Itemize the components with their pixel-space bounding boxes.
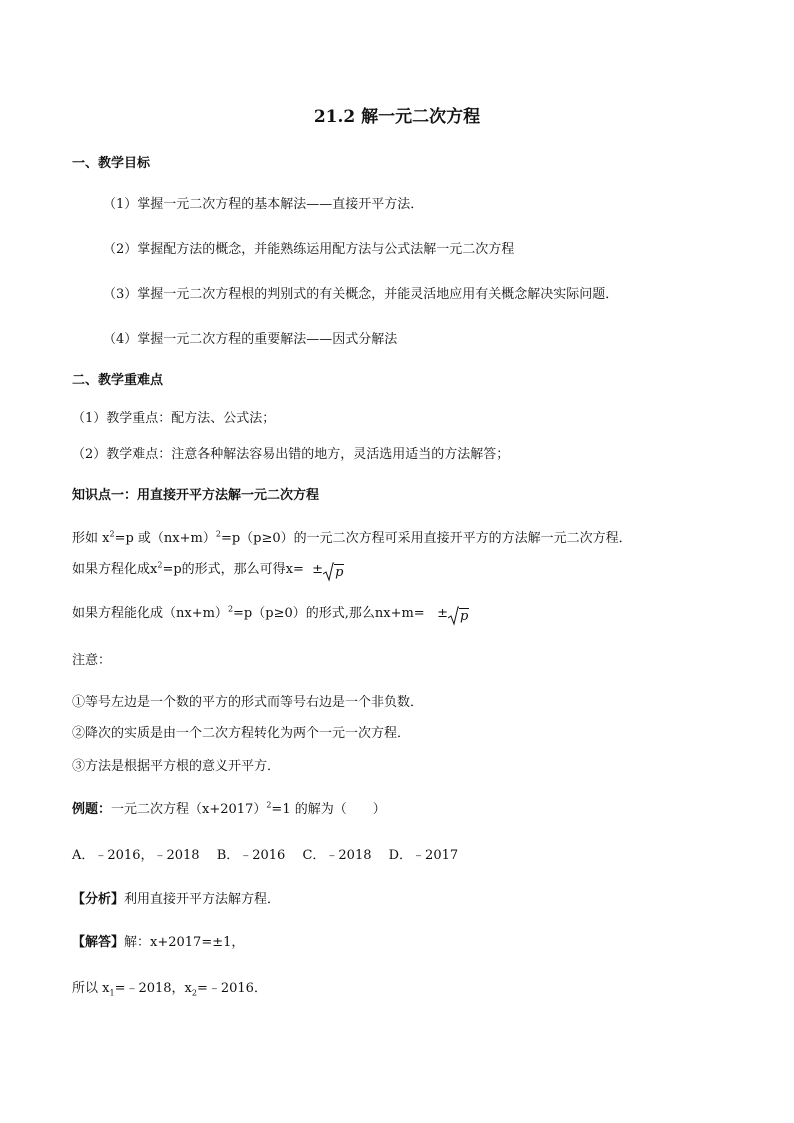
radical-sign-icon: [448, 606, 459, 626]
objective-item-3: （3）掌握一元二次方程根的判别式的有关概念，并能灵活地应用有关概念解决实际问题．: [103, 287, 619, 302]
plus-minus: ±: [312, 562, 324, 577]
text-segment: 形如 x: [72, 531, 110, 546]
text-segment: =1 的解为（ ）: [271, 802, 386, 817]
subscript: 1: [109, 988, 115, 998]
text-segment: 所以 x: [72, 981, 110, 996]
example-question: [72, 801, 386, 819]
exponent: 2: [227, 604, 234, 614]
key-point-item-1: （1）教学重点：配方法、公式法；: [72, 411, 276, 426]
analysis-label: 【分析】: [72, 892, 125, 907]
radicand: p: [335, 565, 344, 580]
example-options: A．﹣2016，﹣2018 B．﹣2016 C．﹣2018 D．﹣2017: [72, 848, 459, 863]
page-title: 21.2 解一元二次方程: [313, 107, 481, 127]
text-segment: =p（p≥0）的形式,那么nx+m=: [233, 606, 425, 621]
example-label: 例题：: [72, 802, 112, 817]
example-answer: [72, 934, 244, 952]
exponent: 2: [157, 560, 163, 570]
section-heading-key-points: 二、教学重难点: [72, 373, 164, 388]
exponent: 2: [215, 529, 221, 539]
objective-item-2: （2）掌握配方法的概念，并能熟练运用配方法与公式法解一元二次方程: [103, 242, 515, 257]
key-point-item-2: （2）教学难点：注意各种解法容易出错的地方，灵活选用适当的方法解答；: [72, 447, 510, 462]
knowledge-point-line-3: [72, 605, 469, 626]
text-segment: 一元二次方程（x+2017）: [111, 802, 267, 817]
answer-text: 解：x+2017=±1，: [124, 935, 245, 950]
text-segment: =p 或（nx+m）: [114, 531, 216, 546]
objective-item-4: （4）掌握一元二次方程的重要解法——因式分解法: [103, 332, 398, 347]
objective-item-1: （1）掌握一元二次方程的基本解法——直接开平方法．: [103, 197, 424, 212]
example-analysis: [72, 891, 280, 909]
sqrt-expression: [448, 606, 469, 626]
knowledge-point-line-2: [72, 561, 344, 582]
section-heading-objectives: 一、教学目标: [72, 156, 151, 171]
radicand: p: [460, 609, 469, 624]
text-segment: =﹣2016．: [196, 981, 267, 996]
note-heading: 注意：: [72, 653, 112, 668]
text-segment: 如果方程化成x: [72, 562, 158, 577]
text-segment: =p的形式，那么可得x=: [162, 562, 304, 577]
knowledge-point-line-1: [72, 530, 632, 548]
knowledge-point-heading: 知识点一：用直接开平方法解一元二次方程: [72, 488, 320, 503]
text-segment: =﹣2018，x: [114, 981, 192, 996]
text-segment: =p（p≥0）的一元二次方程可采用直接开平方的方法解一元二次方程．: [220, 531, 632, 546]
exponent: 2: [109, 529, 115, 539]
text-segment: 如果方程能化成（nx+m）: [72, 606, 228, 621]
note-item-2: ②降次的实质是由一个二次方程转化为两个一元一次方程．: [72, 726, 411, 741]
example-final-answer: [72, 980, 267, 998]
radical-sign-icon: [323, 562, 334, 582]
sqrt-expression: [323, 562, 344, 582]
note-item-3: ③方法是根据平方根的意义开平方．: [72, 759, 281, 774]
analysis-text: 利用直接开平方法解方程．: [124, 892, 281, 907]
exponent: 2: [266, 800, 272, 810]
plus-minus: ±: [437, 606, 448, 621]
answer-label: 【解答】: [72, 935, 125, 950]
subscript: 2: [191, 988, 197, 998]
note-item-1: ①等号左边是一个数的平方的形式而等号右边是一个非负数．: [72, 695, 424, 710]
